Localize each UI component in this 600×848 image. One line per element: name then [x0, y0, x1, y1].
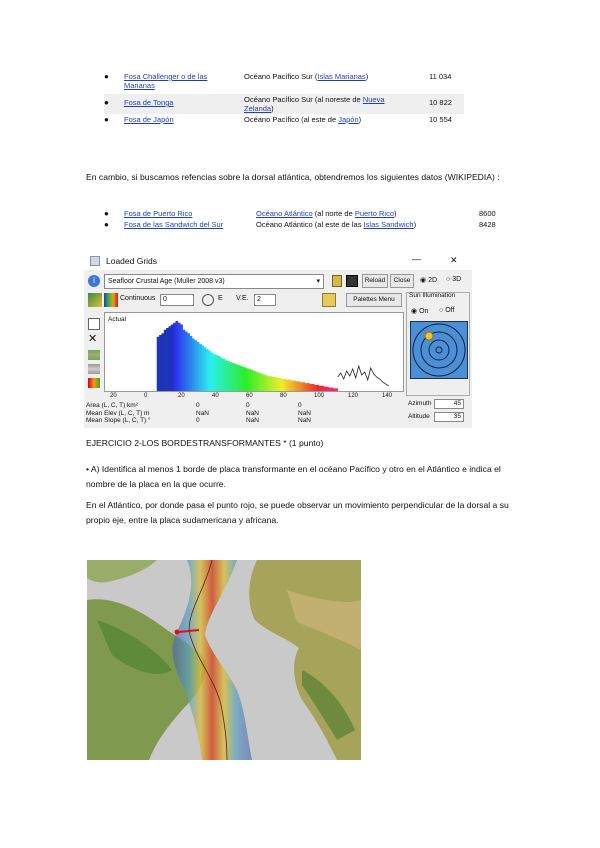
histogram-bar: [227, 361, 230, 391]
bullet: ●: [104, 220, 109, 229]
palette-icon[interactable]: [322, 293, 336, 307]
histogram-bar: [180, 325, 183, 392]
bullet: ●: [104, 209, 109, 218]
histogram-bar: [310, 384, 313, 391]
histogram-bar: [286, 380, 289, 391]
histogram-bar: [270, 376, 273, 391]
histogram-bar: [246, 368, 249, 391]
bullet: ●: [104, 98, 109, 107]
axis-tick-label: 20: [178, 393, 185, 399]
histogram-bar: [331, 388, 334, 392]
depth-cell: 11 034: [429, 72, 452, 81]
stats-col-t: 0 NaN NaN: [298, 402, 312, 424]
histogram-bar: [225, 360, 228, 391]
histogram-bar: [317, 385, 320, 391]
trench-link[interactable]: Fosa de Puerto Rico: [124, 209, 193, 218]
continuous-label: Continuous: [120, 295, 156, 302]
view-2d-radio[interactable]: ◉ 2D: [420, 277, 438, 284]
histogram-bar: [206, 349, 209, 391]
red-point-marker: [175, 630, 180, 635]
sun-angle-icon[interactable]: E: [218, 295, 223, 302]
histogram-bar: [272, 377, 275, 391]
depth-cell: 8428: [479, 220, 496, 229]
grid-select[interactable]: Seafloor Crustal Age (Muller 2008 v3) ▾: [104, 274, 324, 289]
axis-tick-label: 100: [314, 393, 325, 399]
sun-title: Sun Illumination: [409, 292, 456, 299]
histogram-bar: [265, 375, 268, 391]
histogram-bar: [300, 382, 303, 391]
answer-paragraph: En el Atlántico, por donde pasa el punto rojo, se puede observar un movimiento perpendicular de la dorsal a su propio eje, entre la placa sudamericana y africana.: [86, 500, 509, 525]
sun-off-radio[interactable]: ○ Off: [439, 307, 455, 314]
histogram-bar: [176, 321, 179, 391]
azimuth-label: Azimuth: [408, 400, 432, 407]
axis-tick-label: 80: [280, 393, 287, 399]
histogram-axis: [104, 393, 404, 402]
palettes-menu-button[interactable]: Palettes Menu: [346, 293, 402, 307]
histogram-bar: [234, 364, 237, 391]
stats-label: Mean Slope (L, C, T) °: [86, 417, 151, 424]
sun-illumination-panel: [406, 292, 470, 396]
histogram-bar: [183, 330, 186, 391]
ocean-cell: Océano Atlántico (al este de las Islas Sandwich): [256, 220, 417, 229]
trench-link[interactable]: Fosa de las Sandwich del Sur: [124, 220, 224, 229]
axis-tick-label: 40: [212, 393, 219, 399]
histogram-bar: [190, 336, 193, 391]
histogram-bar: [253, 371, 256, 391]
histogram-bar: [223, 359, 226, 391]
histogram-bar: [312, 384, 315, 391]
minimize-icon[interactable]: —: [412, 254, 421, 264]
histogram-label: Actual: [108, 316, 127, 323]
histogram-bar: [185, 332, 188, 392]
layer-icon[interactable]: [88, 350, 100, 360]
histogram-bar: [293, 381, 296, 392]
histogram-bar: [171, 325, 174, 392]
histogram-bar: [192, 339, 195, 392]
marker-tool-icon[interactable]: [88, 318, 100, 330]
histogram-bar: [237, 365, 240, 391]
histogram-tail-line: [338, 366, 389, 386]
sun-on-radio[interactable]: ◉ On: [411, 308, 429, 315]
axis-tick-label: 60: [246, 393, 253, 399]
terrain-icon[interactable]: [88, 293, 102, 307]
altitude-input[interactable]: 35: [434, 412, 464, 422]
globe-icon[interactable]: [202, 294, 214, 306]
altitude-label: Altitude: [408, 413, 430, 420]
histogram-bar: [260, 374, 263, 392]
histogram-bar: [251, 370, 254, 391]
histogram-bar: [159, 335, 162, 391]
histogram-bar: [307, 383, 310, 391]
histogram-bar: [164, 330, 167, 391]
histogram-bar: [274, 377, 277, 391]
histogram-bar: [232, 363, 235, 391]
depth-cell: 8600: [479, 209, 496, 218]
colormap-icon[interactable]: [88, 378, 100, 388]
histogram-bar: [328, 388, 331, 392]
depth-cell: 10 822: [429, 98, 452, 107]
histogram-bar: [204, 347, 207, 391]
histogram-bar: [173, 323, 176, 391]
histogram-bar: [288, 380, 291, 391]
sun-dial[interactable]: [410, 321, 468, 379]
histogram-bar: [302, 382, 305, 391]
histogram-bar: [220, 358, 223, 391]
histogram-bar: [218, 356, 221, 391]
trench-link[interactable]: Fosa de Tonga: [124, 98, 174, 107]
ocean-cell: Océano Atlántico (al norte de Puerto Rico): [256, 209, 397, 218]
app-icon: [90, 256, 100, 266]
azimuth-input[interactable]: 45: [434, 399, 464, 409]
histogram-bar: [194, 340, 197, 391]
stats-label: Area (L, C, T) km²: [86, 402, 138, 409]
stats-col-c: 0 NaN NaN: [246, 402, 260, 424]
histogram-bar: [169, 326, 172, 391]
axis-tick-label: 140: [382, 393, 393, 399]
histogram-bar: [213, 354, 216, 391]
dorsal-intro-paragraph: En cambio, si buscamos refencias sobre la dorsal atlántica, obtendremos los siguientes datos (WIKIPEDIA) :: [86, 172, 500, 182]
map-drawing: [87, 560, 361, 760]
ocean-cell: Océano Pacífico Sur (al noreste de Nueva Zelanda): [244, 95, 385, 113]
layer-gray-icon[interactable]: [88, 364, 100, 374]
atlantic-map-image: [87, 560, 361, 760]
cross-tool-icon[interactable]: ✕: [88, 333, 98, 345]
histogram-bar: [324, 387, 327, 391]
stats-labels: [86, 402, 196, 425]
histogram-bar: [244, 367, 247, 391]
save-icon[interactable]: [346, 275, 358, 287]
info-icon[interactable]: i: [88, 275, 100, 287]
histogram-bar: [319, 386, 322, 391]
bullet: ●: [104, 72, 109, 81]
histogram-bar: [166, 328, 169, 391]
histogram-bar: [161, 333, 164, 391]
chevron-down-icon: ▾: [316, 278, 320, 285]
ocean-cell: Océano Pacífico (al este de Japón): [244, 115, 362, 124]
bullet: ●: [104, 115, 109, 124]
stats-label: Mean Elev (L, C, T) m: [86, 409, 150, 417]
colorbar-icon[interactable]: [104, 293, 118, 307]
window-title: Loaded Grids: [106, 256, 158, 266]
histogram-bar: [263, 374, 266, 391]
histogram-bar: [157, 337, 160, 391]
histogram-bar: [279, 378, 282, 391]
histogram-bar: [277, 378, 280, 391]
histogram-bar: [321, 386, 324, 391]
ve-label: V.E.: [236, 295, 249, 302]
view-3d-radio[interactable]: ○ 3D: [446, 276, 462, 283]
question-paragraph: • A) Identifica al menos 1 borde de placa transformante en el océano Pacífico y otro en el Atlántico e indica el nombre de la placa en la que ocurre.: [86, 464, 501, 489]
histogram-bar: [284, 379, 287, 391]
histogram-panel: [104, 312, 404, 392]
histogram-bar: [211, 353, 214, 392]
ocean-cell: Océano Pacífico Sur (Islas Marianas): [244, 72, 369, 81]
axis-tick-label: 0: [144, 393, 148, 399]
histogram-bar: [255, 372, 258, 391]
ve-input[interactable]: 2: [254, 294, 276, 306]
loaded-grids-window: [84, 252, 472, 428]
histogram-bar: [208, 351, 211, 391]
histogram-bar: [248, 369, 251, 391]
histogram-bar: [298, 381, 301, 391]
histogram-bar: [239, 366, 242, 391]
histogram-bar: [295, 381, 298, 391]
histogram-bar: [335, 388, 338, 391]
histogram-bar: [314, 385, 317, 391]
histogram-bar: [201, 346, 204, 392]
window-titlebar: [84, 252, 472, 270]
histogram-bar: [258, 373, 261, 391]
histogram-bar: [241, 367, 244, 392]
lock-icon[interactable]: [332, 275, 342, 287]
continuous-input[interactable]: 0: [160, 294, 194, 306]
close-button[interactable]: Close: [390, 274, 414, 288]
histogram-bar: [281, 379, 284, 391]
axis-tick-label: 120: [348, 393, 359, 399]
histogram-bar: [333, 388, 336, 391]
section-title: EJERCICIO 2-LOS BORDESTRANSFORMANTES * (1 punto): [86, 438, 324, 448]
trench-link[interactable]: Fosa Challenger o de las Marianas: [124, 72, 208, 90]
trench-link[interactable]: Fosa de Japón: [124, 115, 174, 124]
histogram-bar: [291, 381, 294, 392]
histogram-bar: [216, 355, 219, 391]
reload-button[interactable]: Reload: [362, 274, 388, 288]
histogram-bar: [305, 383, 308, 391]
stats-col-l: 0 NaN 0: [196, 402, 210, 424]
axis-tick-label: 20: [110, 393, 117, 399]
histogram-bar: [230, 362, 233, 391]
histogram-bar: [199, 344, 202, 391]
table-row: [104, 94, 464, 114]
histogram-bar: [326, 387, 329, 391]
histogram-bar: [197, 342, 200, 391]
close-icon[interactable]: ✕: [450, 255, 458, 265]
depth-cell: 10 554: [429, 115, 452, 124]
histogram-chart: [105, 313, 403, 391]
histogram-bar: [178, 323, 181, 391]
histogram-bar: [187, 333, 190, 391]
histogram-bar: [267, 376, 270, 391]
